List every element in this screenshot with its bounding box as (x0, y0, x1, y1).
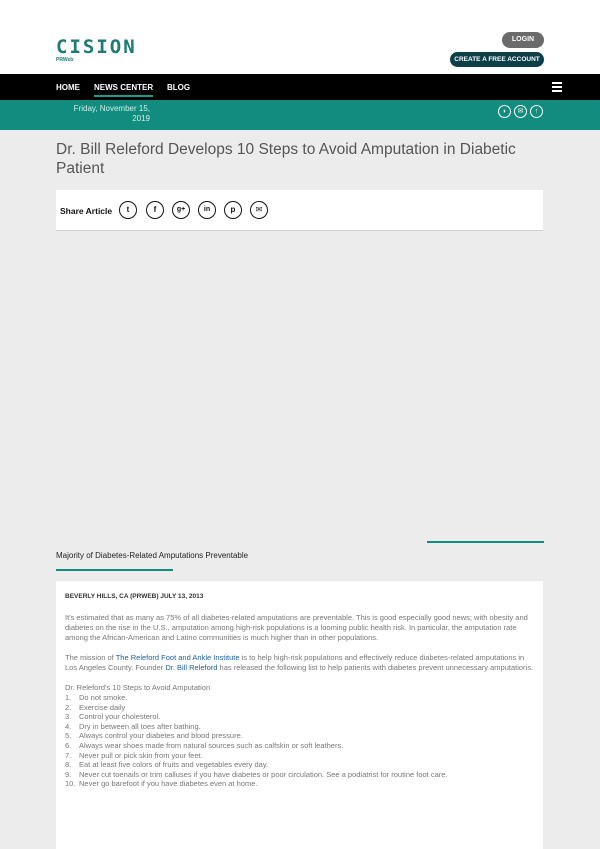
media-caption: Majority of Diabetes-Related Amputations Preventable (56, 551, 249, 560)
email-icon[interactable]: ✉ (250, 201, 268, 219)
upload-icon[interactable]: ↑ (530, 105, 543, 118)
p2-mid: is to help high-risk populations and effectively reduce diabetes-related amputations in Los Angeles County. Founder (65, 653, 525, 672)
rss-icon[interactable]: ◗ (498, 105, 511, 118)
list-item: 7. Never pull or pick skin from your feet. (65, 750, 203, 760)
share-bar (56, 190, 543, 231)
nav-item-home[interactable]: HOME (56, 83, 80, 92)
article-media (56, 232, 543, 544)
paragraph-2 (65, 653, 534, 673)
logo-wordmark: CISION (56, 36, 137, 58)
p2-post: has released the following list to help patients with diabetes prevent unnecessary amputations. (217, 663, 534, 672)
publish-date (70, 104, 150, 124)
login-button[interactable]: LOGIN (502, 32, 544, 48)
logo-subtext: PRWeb (56, 57, 74, 63)
list-item: 6. Always wear shoes made from natural sources such as calfskin or soft leathers. (65, 740, 344, 750)
share-label: Share Article (60, 206, 113, 216)
list-item: 3. Control your cholesterol. (65, 712, 161, 722)
site-header (0, 0, 600, 74)
caption-divider (56, 569, 173, 571)
twitter-icon[interactable]: t (119, 201, 137, 219)
paragraph-1: It's estimated that as many as 75% of all diabetes-related amputations are preventable. This is good especially good news; with obesity and diabetes on the rise in the U.S., amputation among high-risk populations is a looming public health risk. In particular, the amputation rate among the African-American and Latino communities is much higher than in other populations. (65, 613, 528, 642)
steps-title: Dr. Releford's 10 Steps to Avoid Amputation (65, 683, 211, 692)
main-nav (0, 74, 600, 100)
google-plus-icon[interactable]: g+ (172, 201, 190, 219)
list-item: 9. Never cut toenails or trim calluses if you have diabetes or poor circulation. See a podiatrist for routine foot care. (65, 769, 448, 779)
cision-logo[interactable] (56, 38, 137, 63)
linkedin-icon[interactable]: in (198, 201, 216, 219)
releford-institute-link[interactable]: The Releford Foot and Ankle Institute (115, 653, 240, 662)
menu-icon[interactable] (552, 82, 562, 92)
facebook-icon[interactable]: f (146, 201, 164, 219)
list-item: 8. Eat at least five colors of fruits and vegetables every day. (65, 760, 269, 770)
list-item: 5. Always control your diabetes and blood pressure. (65, 731, 243, 741)
steps-list (65, 693, 534, 789)
mail-icon[interactable]: ✉ (514, 105, 527, 118)
nav-item-blog[interactable]: BLOG (167, 83, 191, 92)
pinterest-icon[interactable]: p (224, 201, 242, 219)
date-bar (0, 100, 600, 130)
list-item: 1. Do not smoke. (65, 693, 128, 702)
article-title: Dr. Bill Releford Develops 10 Steps to Avoid Amputation in Diabetic Patient (56, 141, 516, 177)
article-dateline: BEVERLY HILLS, CA (PRWEB) JULY 13, 2013 (65, 593, 204, 600)
publish-date-line2: 2019 (132, 114, 150, 123)
dr-releford-link[interactable]: Dr. Bill Releford (165, 663, 218, 672)
article-body (56, 581, 543, 849)
list-item: 4. Dry in between all toes after bathing. (65, 721, 201, 731)
nav-item-news-center[interactable]: NEWS CENTER (94, 83, 154, 92)
create-account-button[interactable]: CREATE A FREE ACCOUNT (450, 52, 544, 67)
list-item: 10. Never go barefoot if you have diabetes even at home. (65, 779, 258, 789)
media-divider (427, 541, 544, 543)
list-item: 2. Exercise daily (65, 702, 126, 712)
p2-pre: The mission of (65, 653, 116, 662)
publish-date-line1: Friday, November 15, (73, 104, 150, 113)
